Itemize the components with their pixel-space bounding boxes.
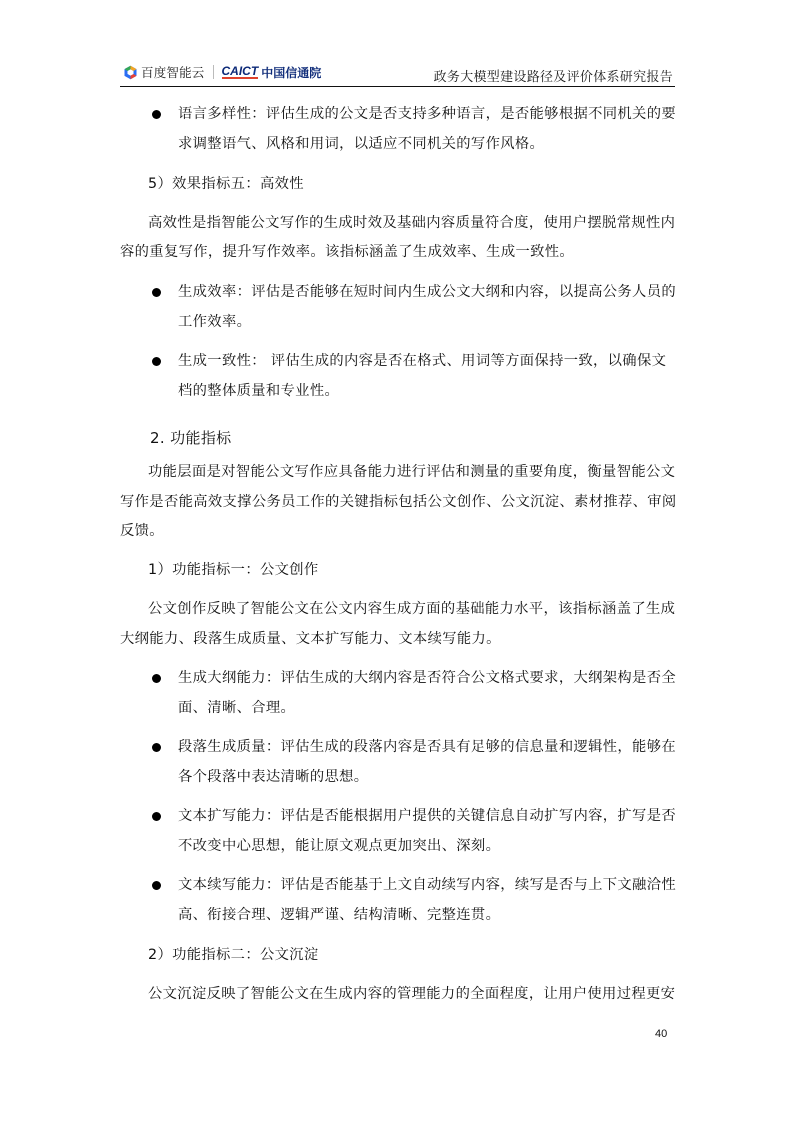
heading-functional-indicator-1: 1）功能指标一：公文创作 xyxy=(148,562,319,578)
paragraph-document-creation-line1: 公文创作反映了智能公文在公文内容生成方面的基础能力水平，该指标涵盖了生成 xyxy=(148,601,676,617)
document-title: 政务大模型建设路径及评价体系研究报告 xyxy=(433,70,673,85)
paragraph-functional-line1: 功能层面是对智能公文写作应具备能力进行评估和测量的重要角度，衡量智能公文 xyxy=(148,464,676,480)
caict-logo-text: 中国信通院 xyxy=(261,65,322,80)
paragraph-functional-line2: 写作是否能高效支撑公务员工作的关键指标包括公文创作、公文沉淀、素材推荐、审阅 xyxy=(120,494,677,510)
paragraph-document-archiving-line1: 公文沉淀反映了智能公文在生成内容的管理能力的全面程度，让用户使用过程更安 xyxy=(148,986,676,1002)
paragraph-efficiency-line2: 容的重复写作，提升写作效率。该指标涵盖了生成效率、生成一致性。 xyxy=(120,244,575,260)
bullet-icon xyxy=(152,110,161,119)
baidu-cloud-logo-text: 百度智能云 xyxy=(141,65,205,80)
baidu-cloud-logo-icon xyxy=(123,65,138,80)
page-header xyxy=(120,56,675,87)
bullet-icon xyxy=(152,743,161,752)
bullet-paragraph-quality-line1: 段落生成质量：评估生成的段落内容是否具有足够的信息量和逻辑性，能够在 xyxy=(178,739,676,755)
paragraph-functional-line3: 反馈。 xyxy=(120,523,164,539)
bullet-generation-consistency-line1: 生成一致性： 评估生成的内容是否在格式、用词等方面保持一致，以确保文 xyxy=(178,353,667,369)
bullet-text-expansion-line1: 文本扩写能力：评估是否能根据用户提供的关键信息自动扩写内容，扩写是否 xyxy=(178,808,676,824)
logo-group xyxy=(123,62,321,82)
bullet-paragraph-quality-line2: 各个段落中表达清晰的思想。 xyxy=(178,769,369,785)
heading-functional-indicator-2: 2）功能指标二：公文沉淀 xyxy=(148,947,319,963)
bullet-icon xyxy=(152,357,161,366)
page-number: 40 xyxy=(655,1028,668,1040)
logo-divider xyxy=(213,65,214,79)
bullet-generation-efficiency-line1: 生成效率：评估是否能够在短时间内生成公文大纲和内容，以提高公务人员的 xyxy=(178,284,676,300)
caict-logo-mark: CAICT xyxy=(221,64,259,78)
bullet-text-continuation-line2: 高、衔接合理、逻辑严谨、结构清晰、完整连贯。 xyxy=(178,907,501,923)
bullet-icon xyxy=(152,881,161,890)
bullet-text-expansion-line2: 不改变中心思想，能让原文观点更加突出、深刻。 xyxy=(178,838,501,854)
heading-effect-indicator-5: 5）效果指标五：高效性 xyxy=(148,176,304,192)
bullet-generation-consistency-line2: 档的整体质量和专业性。 xyxy=(178,383,340,399)
bullet-language-diversity-line1: 语言多样性：评估生成的公文是否支持多种语言，是否能够根据不同机关的要 xyxy=(178,106,676,122)
bullet-icon xyxy=(152,288,161,297)
section-heading-functional-indicators: 2. 功能指标 xyxy=(150,429,232,447)
bullet-icon xyxy=(152,674,161,683)
bullet-outline-ability-line2: 面、清晰、合理。 xyxy=(178,700,296,716)
paragraph-efficiency-line1: 高效性是指智能公文写作的生成时效及基础内容质量符合度，使用户摆脱常规性内 xyxy=(148,215,676,231)
paragraph-document-creation-line2: 大纲能力、段落生成质量、文本扩写能力、文本续写能力。 xyxy=(120,631,501,647)
bullet-language-diversity-line2: 求调整语气、风格和用词，以适应不同机关的写作风格。 xyxy=(178,136,545,152)
bullet-text-continuation-line1: 文本续写能力：评估是否能基于上文自动续写内容，续写是否与上下文融洽性 xyxy=(178,877,676,893)
bullet-icon xyxy=(152,812,161,821)
bullet-outline-ability-line1: 生成大纲能力：评估生成的大纲内容是否符合公文格式要求，大纲架构是否全 xyxy=(178,670,676,686)
bullet-generation-efficiency-line2: 工作效率。 xyxy=(178,314,252,330)
